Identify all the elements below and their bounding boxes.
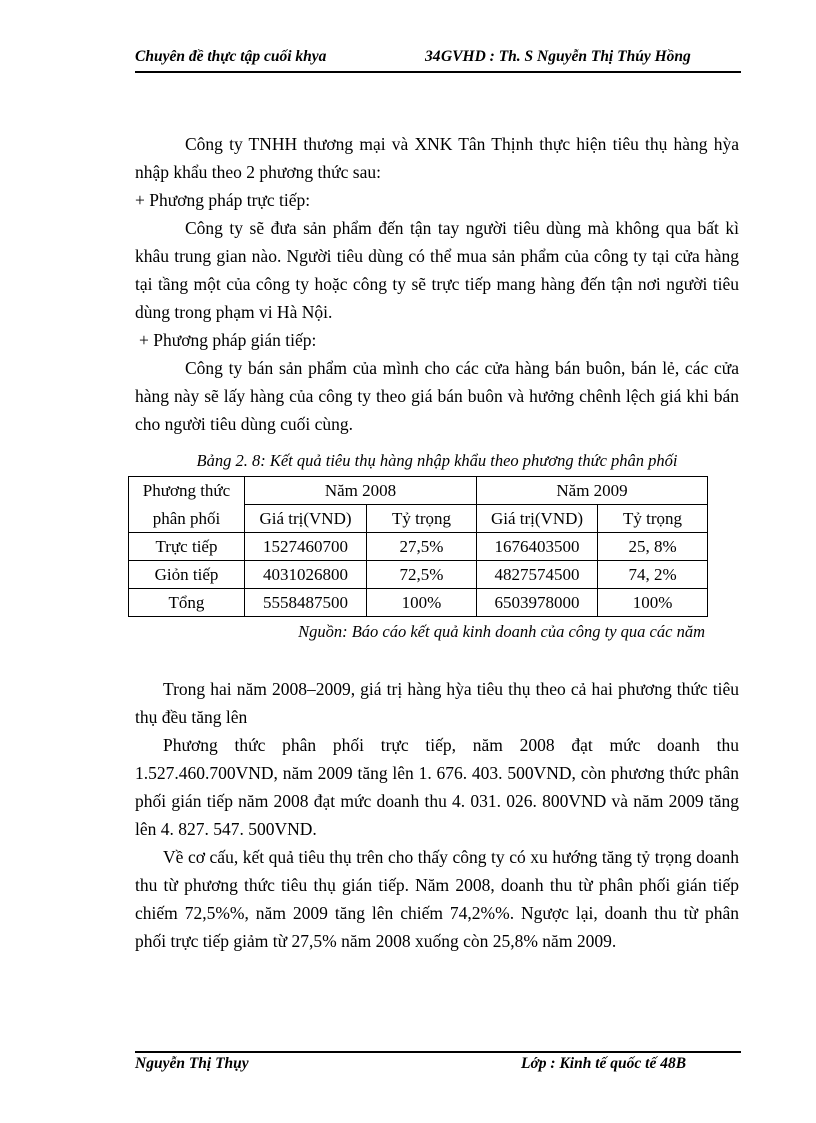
analysis-paragraph-1: Trong hai năm 2008–2009, giá trị hàng hỳa tiêu thụ theo cả hai phương thức tiêu thụ đều tăng lên	[135, 679, 739, 727]
cell-share-2008: 72,5%	[367, 561, 477, 589]
table-row-total	[129, 589, 708, 617]
section-distribution-methods	[135, 130, 739, 438]
footer-author: Nguyễn Thị Thụy	[135, 1055, 249, 1072]
method-direct-description: Công ty sẽ đưa sản phẩm đến tận tay người tiêu dùng mà không qua bất kì khâu trung gian nào. Người tiêu dùng có thể mua sản phẩm của công ty tại cửa hàng tại tầng một của công ty hoặc công ty sẽ trực tiếp mang hàng đến tận nơi người tiêu dùng trong phạm vi Hà Nội.	[135, 218, 739, 322]
sales-table	[128, 476, 708, 617]
cell-share-2009: 100%	[598, 589, 708, 617]
table-subheader-row	[129, 505, 708, 533]
page-footer	[135, 1055, 740, 1077]
table-row	[129, 533, 708, 561]
table-source: Nguồn: Báo cáo kết quả kinh doanh của công ty qua các năm	[298, 622, 705, 641]
page-header	[135, 48, 740, 70]
table-caption: Bảng 2. 8: Kết quả tiêu thụ hàng nhập khẩu theo phương thức phân phối	[196, 451, 678, 470]
row-label: Trực tiếp	[129, 533, 245, 561]
cell-value-2009: 4827574500	[477, 561, 598, 589]
cell-share-2009: 25, 8%	[598, 533, 708, 561]
cell-value-2009: 1676403500	[477, 533, 598, 561]
table-row	[129, 561, 708, 589]
method-indirect-title: + Phương pháp gián tiếp:	[139, 330, 317, 350]
analysis-paragraph-2: Phương thức phân phối trực tiếp, năm 2008 đạt mức doanh thu 1.527.460.700VND, năm 2009 tăng lên 1. 676. 403. 500VND, còn phương thức phân phối gián tiếp năm 2008 đạt mức doanh thu 4. 031. 026. 800VND và năm 2009 tăng lên 4. 827. 547. 500VND.	[135, 735, 739, 839]
row-label: Tổng	[129, 589, 245, 617]
col-header-method-cont: phân phối	[129, 505, 245, 533]
cell-share-2008: 27,5%	[367, 533, 477, 561]
col-header-value: Giá trị(VND)	[245, 505, 367, 533]
col-header-year-2008: Năm 2008	[245, 477, 477, 505]
row-label: Giỏn tiếp	[129, 561, 245, 589]
cell-value-2008: 4031026800	[245, 561, 367, 589]
table-header-row	[129, 477, 708, 505]
cell-share-2009: 74, 2%	[598, 561, 708, 589]
cell-value-2009: 6503978000	[477, 589, 598, 617]
col-header-share: Tỷ trọng	[598, 505, 708, 533]
col-header-value: Giá trị(VND)	[477, 505, 598, 533]
method-direct-title: + Phương pháp trực tiếp:	[135, 190, 311, 210]
header-title: Chuyên đề thực tập cuối khya	[135, 48, 327, 65]
intro-paragraph: Công ty TNHH thương mại và XNK Tân Thịnh thực hiện tiêu thụ hàng hỳa nhập khẩu theo 2 phương thức sau:	[135, 134, 739, 182]
footer-divider	[135, 1051, 741, 1053]
analysis-paragraph-3: Về cơ cấu, kết quả tiêu thụ trên cho thấy công ty có xu hướng tăng tỷ trọng doanh thu từ phương thức tiêu thụ gián tiếp. Năm 2008, doanh thu từ phân phối gián tiếp chiếm 72,5%%, năm 2009 tăng lên chiếm 74,2%%. Ngược lại, doanh thu từ phân phối trực tiếp giảm từ 27,5% năm 2008 xuống còn 25,8% năm 2009.	[135, 847, 739, 951]
col-header-year-2009: Năm 2009	[477, 477, 708, 505]
cell-value-2008: 5558487500	[245, 589, 367, 617]
footer-class: Lớp : Kinh tế quốc tế 48B	[521, 1055, 687, 1072]
col-header-share: Tỷ trọng	[367, 505, 477, 533]
cell-value-2008: 1527460700	[245, 533, 367, 561]
cell-share-2008: 100%	[367, 589, 477, 617]
method-indirect-description: Công ty bán sản phẩm của mình cho các cửa hàng bán buôn, bán lẻ, các cửa hàng này sẽ lấy hàng của công ty theo giá bán buôn và hưởng chênh lệch giá khi bán cho người tiêu dùng cuối cùng.	[135, 358, 739, 434]
section-analysis	[135, 675, 739, 955]
page-number: 34	[425, 48, 441, 65]
header-supervisor: GVHD : Th. S Nguyễn Thị Thúy Hồng	[441, 48, 691, 65]
col-header-method: Phương thức	[129, 477, 245, 505]
header-divider	[135, 71, 741, 73]
